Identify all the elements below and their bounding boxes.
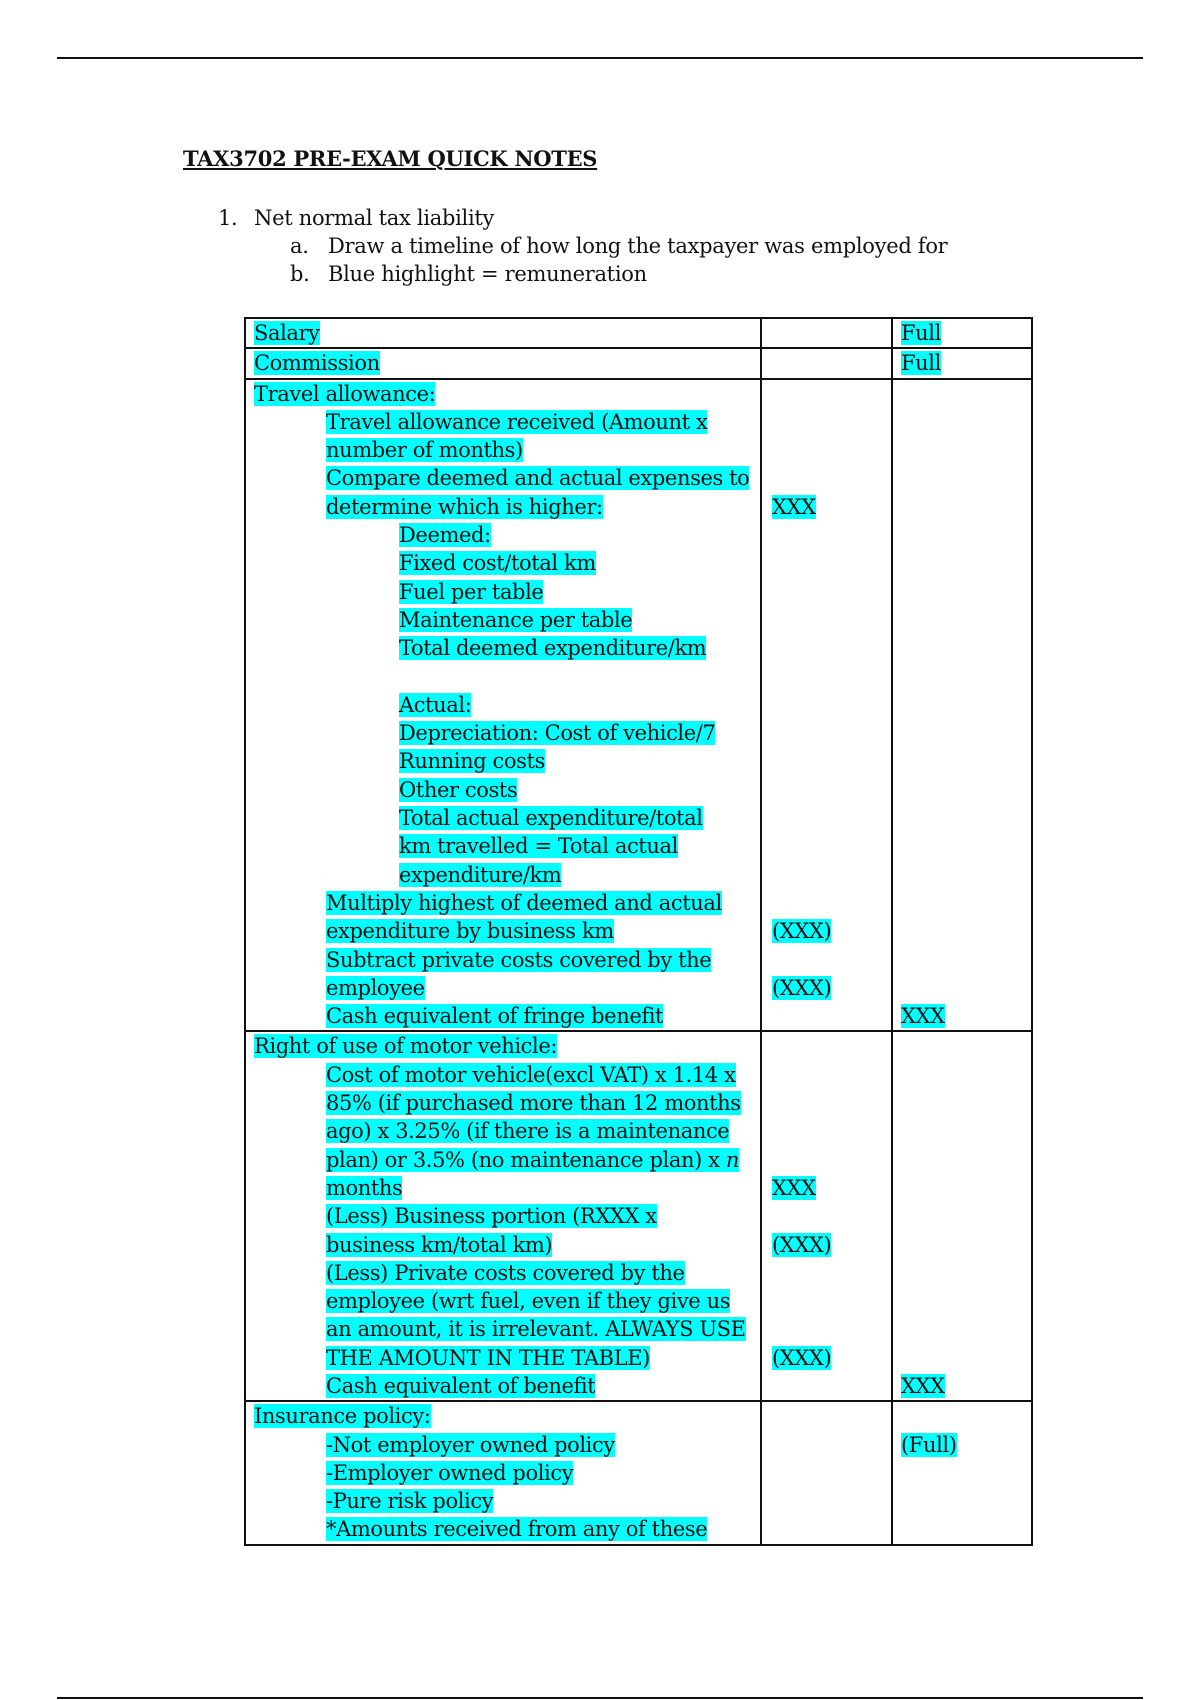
list-subitem-text: Draw a timeline of how long the taxpayer was employed for bbox=[328, 234, 948, 258]
deemed-heading: Deemed: bbox=[399, 523, 491, 548]
list-subitem-b bbox=[290, 260, 947, 288]
vehicle-cost-line: 85% (if purchased more than 12 months bbox=[326, 1091, 741, 1116]
list-subitem-a bbox=[290, 232, 947, 260]
vehicle-cost-line: ago) x 3.25% (if there is a maintenance bbox=[326, 1119, 730, 1144]
travel-cash-equivalent-amount: XXX bbox=[901, 1004, 945, 1029]
vehicle-private-line: an amount, it is irrelevant. ALWAYS USE bbox=[326, 1317, 746, 1342]
actual-line: Other costs bbox=[399, 777, 518, 802]
actual-line: Running costs bbox=[399, 749, 545, 774]
document-title: TAX3702 PRE-EXAM QUICK NOTES bbox=[183, 146, 598, 171]
deemed-line: Total deemed expenditure/km bbox=[399, 636, 707, 661]
table-row-travel-allowance bbox=[245, 379, 1032, 1032]
vehicle-cash-equivalent-amount: XXX bbox=[901, 1373, 945, 1398]
insurance-line: -Not employer owned policy bbox=[326, 1432, 615, 1457]
insurance-amount: (Full) bbox=[901, 1432, 957, 1457]
actual-heading: Actual: bbox=[399, 692, 472, 717]
travel-received-line: number of months) bbox=[326, 438, 523, 463]
vehicle-cost-line: plan) or 3.5% (no maintenance plan) x n bbox=[326, 1147, 739, 1172]
subtract-line: employee bbox=[326, 975, 425, 1000]
vehicle-cost-line: Cost of motor vehicle(excl VAT) x 1.14 x bbox=[326, 1062, 736, 1087]
list-subitem-letter: b. bbox=[290, 262, 310, 286]
travel-compare-line: Compare deemed and actual expenses to bbox=[326, 466, 750, 491]
travel-compare-line: determine which is higher: bbox=[326, 494, 603, 519]
actual-line: km travelled = Total actual bbox=[399, 834, 678, 859]
insurance-line: -Employer owned policy bbox=[326, 1460, 574, 1485]
vehicle-business-line: business km/total km) bbox=[326, 1232, 553, 1257]
multiply-line: expenditure by business km bbox=[326, 919, 614, 944]
salary-amount: Full bbox=[901, 321, 941, 345]
footer-rule bbox=[57, 1697, 1143, 1699]
actual-line: expenditure/km bbox=[399, 862, 562, 887]
vehicle-business-line: (Less) Business portion (RXXX x bbox=[326, 1204, 657, 1229]
insurance-line: -Pure risk policy bbox=[326, 1489, 494, 1514]
vehicle-private-amount: (XXX) bbox=[772, 1345, 832, 1370]
subtract-line: Subtract private costs covered by the bbox=[326, 947, 712, 972]
commission-amount: Full bbox=[901, 351, 941, 376]
vehicle-cash-equivalent-label: Cash equivalent of benefit bbox=[326, 1373, 596, 1398]
insurance-heading: Insurance policy: bbox=[254, 1404, 431, 1429]
list-item-text: Net normal tax liability bbox=[254, 206, 495, 230]
list-item-number: 1. bbox=[218, 206, 238, 230]
commission-label: Commission bbox=[254, 351, 380, 376]
deemed-line: Fuel per table bbox=[399, 579, 544, 604]
table-row-motor-vehicle bbox=[245, 1031, 1032, 1401]
list-subitem-text: Blue highlight = remuneration bbox=[328, 262, 647, 286]
vehicle-cost-line: months bbox=[326, 1175, 403, 1200]
deemed-line: Fixed cost/total km bbox=[399, 551, 596, 576]
vehicle-business-amount: (XXX) bbox=[772, 1232, 832, 1257]
vehicle-private-line: (Less) Private costs covered by the bbox=[326, 1260, 685, 1285]
outline-list bbox=[218, 204, 948, 288]
travel-multiply-amount: (XXX) bbox=[772, 919, 832, 944]
remuneration-table bbox=[244, 317, 1033, 1546]
insurance-line: *Amounts received from any of these bbox=[326, 1517, 708, 1542]
vehicle-private-line: THE AMOUNT IN THE TABLE) bbox=[326, 1345, 650, 1370]
deemed-line: Maintenance per table bbox=[399, 607, 633, 632]
table-row-insurance bbox=[245, 1401, 1032, 1544]
table-row-commission bbox=[245, 348, 1032, 378]
list-item-1 bbox=[218, 204, 875, 232]
vehicle-private-line: employee (wrt fuel, even if they give us bbox=[326, 1289, 731, 1314]
header-rule bbox=[57, 57, 1143, 59]
actual-line: Depreciation: Cost of vehicle/7 bbox=[399, 721, 716, 746]
vehicle-heading: Right of use of motor vehicle: bbox=[254, 1034, 558, 1059]
vehicle-cost-amount: XXX bbox=[772, 1175, 816, 1200]
months-variable: n bbox=[725, 1147, 739, 1172]
travel-received-line: Travel allowance received (Amount x bbox=[326, 409, 708, 434]
travel-subtract-amount: (XXX) bbox=[772, 975, 832, 1000]
travel-compare-amount: XXX bbox=[772, 494, 816, 519]
salary-label: Salary bbox=[254, 321, 320, 345]
travel-heading: Travel allowance: bbox=[254, 381, 436, 406]
list-subitem-letter: a. bbox=[290, 234, 309, 258]
table-row-salary bbox=[245, 318, 1032, 348]
actual-line: Total actual expenditure/total bbox=[399, 806, 703, 831]
travel-cash-equivalent-label: Cash equivalent of fringe benefit bbox=[326, 1004, 664, 1029]
multiply-line: Multiply highest of deemed and actual bbox=[326, 890, 722, 915]
